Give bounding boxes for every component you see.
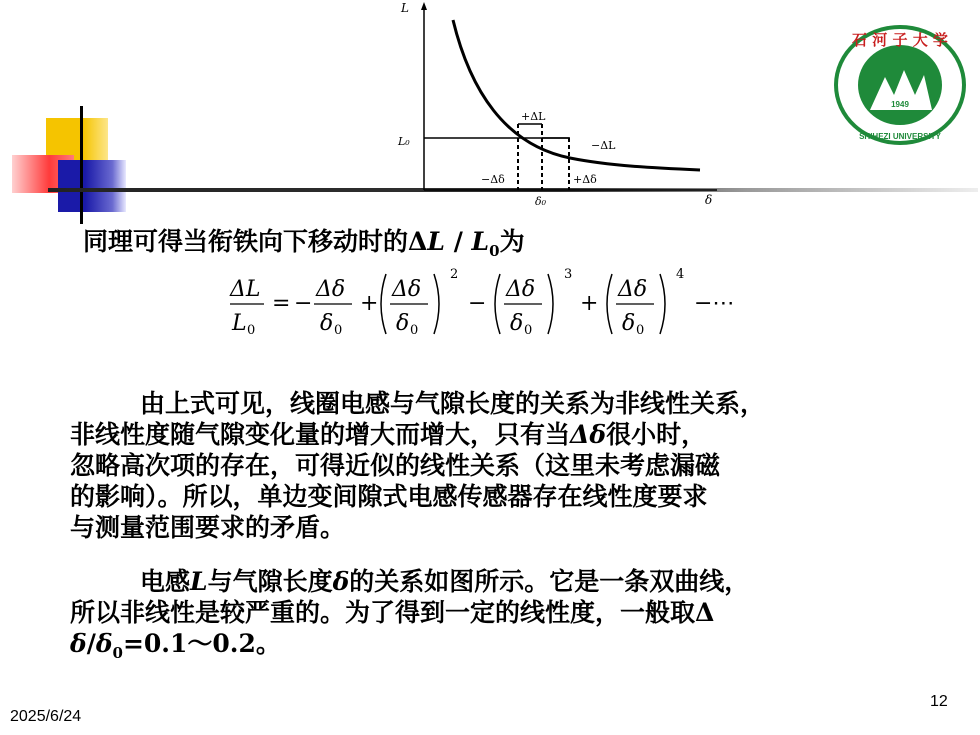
svg-text:δ: δ bbox=[510, 311, 524, 336]
decor-vertical-line bbox=[80, 106, 83, 224]
svg-text:Δδ: Δδ bbox=[316, 277, 346, 302]
page-number: 12 bbox=[930, 693, 948, 710]
inductance-curve-graph bbox=[395, 0, 730, 215]
section-heading: 同理可得当衔铁向下移动时的ΔL / $L_0$为 bbox=[83, 227, 525, 260]
plus-dl-label: +ΔL bbox=[521, 110, 546, 123]
hyperbola-curve bbox=[453, 20, 700, 170]
svg-text:−⋯: −⋯ bbox=[694, 291, 735, 316]
svg-text:0: 0 bbox=[524, 323, 533, 338]
delta0-label: δ₀ bbox=[535, 195, 547, 208]
logo-english-name: SHIHEZI UNIVERSITY bbox=[859, 132, 941, 141]
svg-text:3: 3 bbox=[564, 267, 573, 282]
svg-text:δ: δ bbox=[396, 311, 410, 336]
svg-text:0: 0 bbox=[410, 323, 419, 338]
svg-text:L: L bbox=[232, 311, 247, 336]
svg-text:4: 4 bbox=[676, 267, 685, 282]
svg-text:δ: δ bbox=[622, 311, 636, 336]
plus-dd-label: +Δδ bbox=[573, 173, 597, 186]
svg-text:+: + bbox=[580, 291, 599, 316]
minus-dd-label: −Δδ bbox=[481, 173, 505, 186]
logo-chinese-name: 石 河 子 大 学 bbox=[852, 31, 948, 49]
decor-blue-square bbox=[58, 160, 126, 212]
footer-date: 2025/6/24 bbox=[10, 708, 82, 725]
series-expansion-formula bbox=[228, 262, 748, 342]
minus-dl-label: −ΔL bbox=[591, 139, 616, 152]
logo-year: 1949 bbox=[891, 100, 909, 109]
svg-text:δ: δ bbox=[320, 311, 334, 336]
svg-text:0: 0 bbox=[247, 323, 256, 338]
y-axis-label: L bbox=[401, 1, 409, 15]
svg-text:ΔL: ΔL bbox=[230, 277, 261, 302]
svg-text:0: 0 bbox=[636, 323, 645, 338]
svg-text:=: = bbox=[272, 291, 291, 316]
paragraph-nonlinearity: 由上式可见，线圈电感与气隙长度的关系为非线性关系， 非线性度随气隙变化量的增大而增大，只有当Δδ很小时， 忽略高次项的存在，可得近似的线性关系（这里未考虑漏磁 的影响）。所以，单边变间隙式电感传感器存在线性度要求 与测量范围要求的矛盾。 bbox=[70, 389, 766, 542]
svg-text:−: − bbox=[468, 291, 487, 316]
svg-text:−: − bbox=[294, 291, 313, 316]
svg-text:0: 0 bbox=[334, 323, 343, 338]
svg-text:2: 2 bbox=[450, 267, 459, 282]
svg-text:Δδ: Δδ bbox=[506, 277, 536, 302]
x-axis-label: δ bbox=[705, 193, 713, 207]
svg-text:Δδ: Δδ bbox=[618, 277, 648, 302]
svg-text:+: + bbox=[360, 291, 379, 316]
svg-text:Δδ: Δδ bbox=[392, 277, 422, 302]
l0-label: L₀ bbox=[398, 135, 410, 148]
y-axis-arrow bbox=[421, 2, 427, 10]
paragraph-hyperbola: 电感L与气隙长度δ的关系如图所示。它是一条双曲线， 所以非线性是较严重的。为了得到一定的线性度，一般取Δ $\delta/\delta_0=0.1\sim 0.2$。 bbox=[70, 567, 750, 662]
university-logo bbox=[820, 15, 980, 155]
